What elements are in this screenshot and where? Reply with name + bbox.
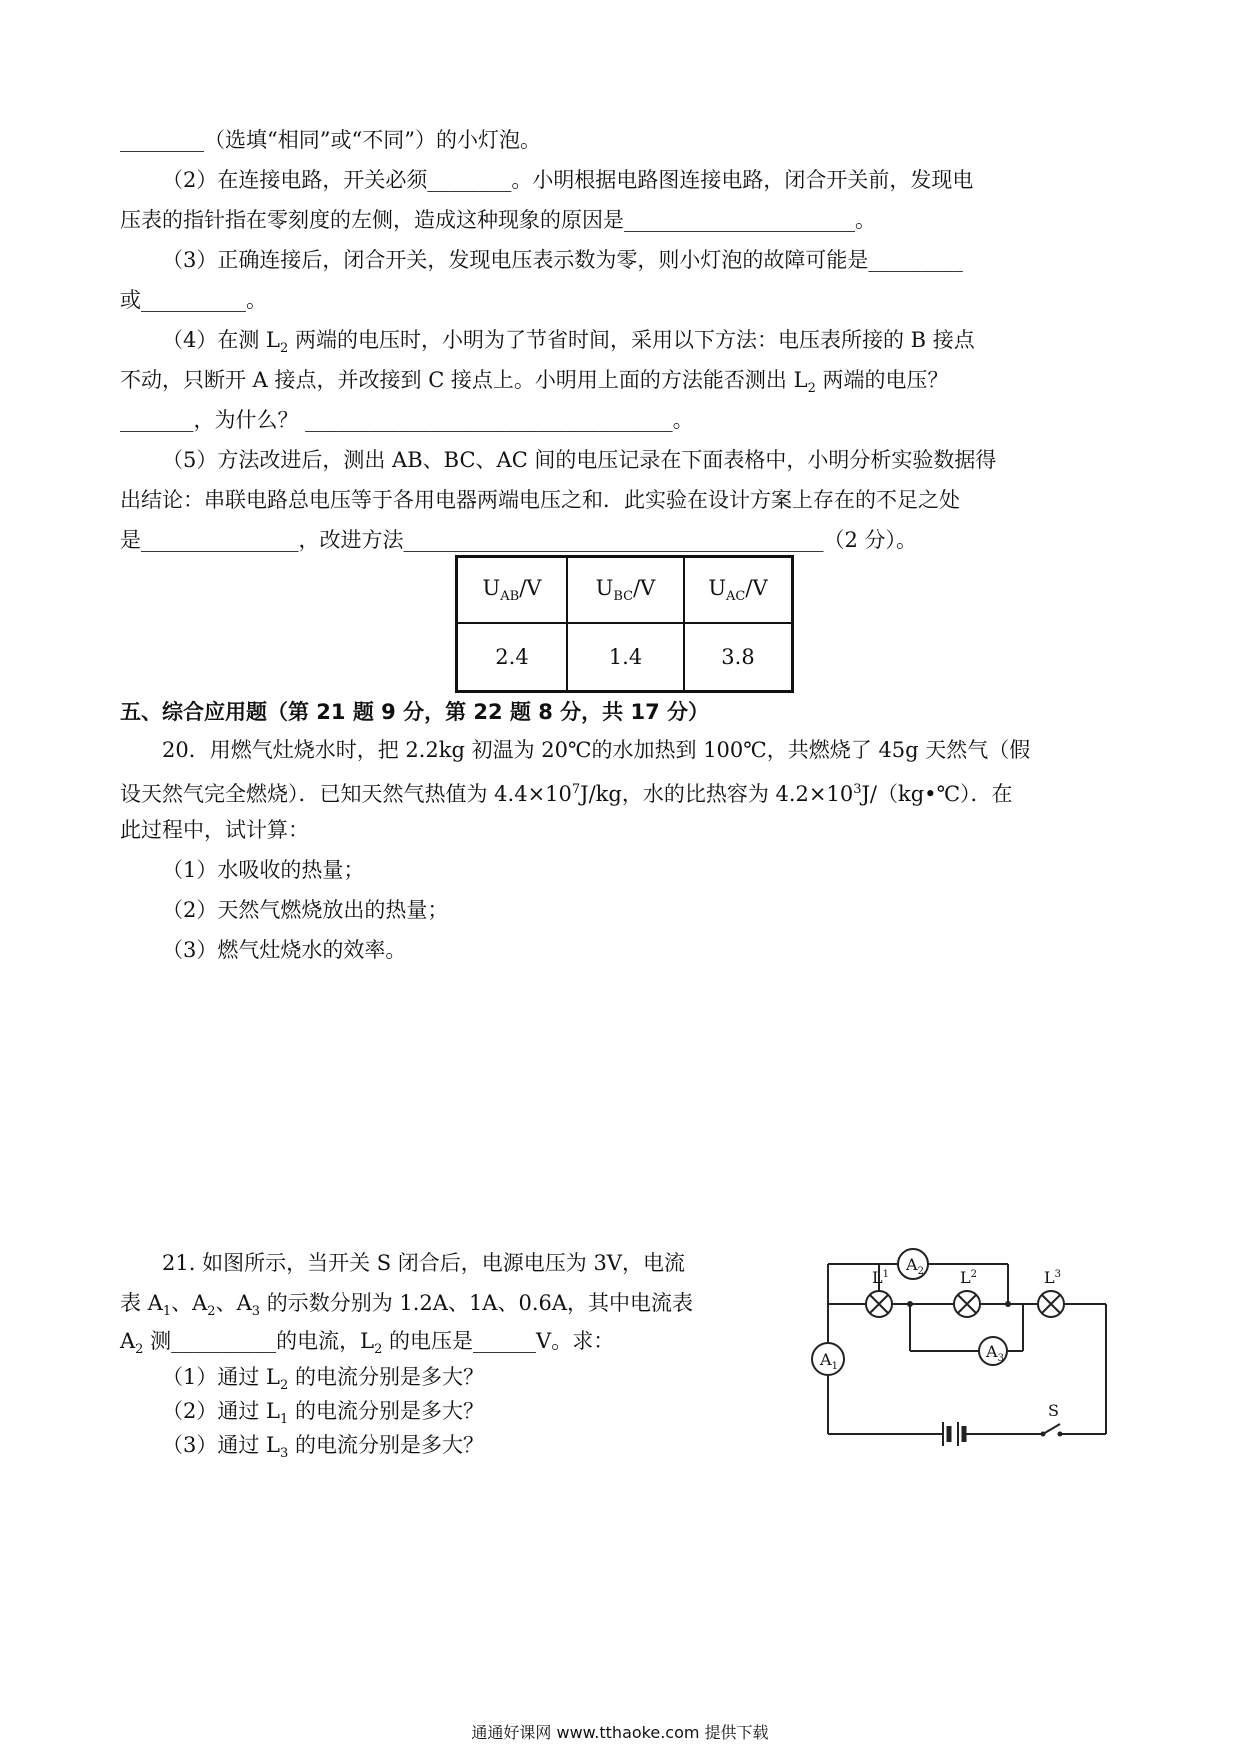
table-cell: 3.8 (684, 623, 793, 692)
voltage-table (455, 555, 794, 693)
text-line: 表 $A_1$、$A_2$、$A_3$ 的示数分别为 1.2A、1A、0.6A，其中电流表 (120, 1291, 694, 1320)
A1-label: $A_1$ (820, 1350, 838, 1372)
table-cell: 1.4 (567, 623, 684, 692)
text-segment: 两端的电压？ (815, 368, 949, 392)
text-line: _______，为什么？ ___________________________________。 (120, 408, 694, 432)
S-label: S (1048, 1401, 1059, 1420)
L1-label: $L^1$ (872, 1268, 889, 1287)
text-line: 设天然气完全燃烧）．已知天然气热值为 $4.4\times 10^7J/kg$，水的比热容为 $4.2\times 10^3J/(kg•℃)$．在 (120, 782, 1013, 806)
superscript: 3 (853, 782, 862, 797)
L2-label: $L^2$ (960, 1268, 977, 1287)
subscript: 2 (807, 381, 816, 397)
sub-question: （2）天然气燃烧放出的热量； (162, 898, 449, 922)
text-line: 20．用燃气灶烧水时，把 2.2kg 初温为 20℃的水加热到 100℃，共燃烧了 45g 天然气（假 (162, 738, 1031, 762)
text-line: $A_2$ 测__________的电流，$L_2$ 的电压是______V。求： (120, 1329, 615, 1358)
page-footer: 通通好课网 www.tthaoke.com 提供下载 (471, 1723, 769, 1742)
lamp-icon (954, 1291, 980, 1317)
table-cell: 2.4 (457, 623, 568, 692)
text-line: （2）在连接电路，开关必须________。小明根据电路图连接电路，闭合开关前，发现电 (162, 168, 974, 192)
A3-label: $A_3$ (986, 1342, 1004, 1364)
table-header-cell: $U_{AB}/V$ (457, 557, 568, 624)
superscript: 7 (571, 782, 581, 797)
text-line: （5）方法改进后，测出 AB、BC、AC 间的电压记录在下面表格中，小明分析实验数据得 (162, 448, 997, 472)
text-line: 压表的指针指在零刻度的左侧，造成这种现象的原因是______________________。 (120, 208, 876, 232)
subscript: 2 (279, 341, 289, 357)
table-header-cell: $U_{BC}/V$ (567, 557, 684, 624)
text-line (162, 325, 975, 364)
battery-icon (943, 1422, 964, 1446)
text-line: 或__________。 (120, 288, 267, 312)
lamp-icon (1038, 1291, 1064, 1317)
text-line: （3）正确连接后，闭合开关，发现电压表示数为零，则小灯泡的故障可能是_________ (162, 248, 963, 272)
sub-question: （1）水吸收的热量； (162, 858, 365, 882)
A2-label: $A_2$ (906, 1255, 924, 1277)
text-line: 出结论：串联电路总电压等于各用电器两端电压之和．此实验在设计方案上存在的不足之处 (120, 488, 960, 512)
text-segment: 不动，只断开 A 接点，并改接到 C 接点上。小明用上面的方法能否测出 L (120, 368, 808, 392)
sub-question: （1）通过 $L_2$ 的电流分别是多大？ (162, 1365, 484, 1394)
L3-label: $L^3$ (1044, 1268, 1061, 1287)
sub-question: （3）通过 $L_3$ 的电流分别是多大？ (162, 1433, 484, 1462)
text-line (120, 365, 949, 404)
section-heading: 五、综合应用题（第 21 题 9 分，第 22 题 8 分，共 17 分） (120, 700, 710, 724)
switch-icon (1041, 1432, 1046, 1437)
text-line: 21. 如图所示，当开关 S 闭合后，电源电压为 3V，电流 (162, 1251, 686, 1275)
text-line: ________（选填“相同”或“不同”）的小灯泡。 (120, 128, 541, 152)
text-segment: 两端的电压时，小明为了节省时间，采用以下方法：电压表所接的 B 接点 (288, 328, 975, 352)
text-line: 此过程中，试计算： (120, 818, 309, 842)
table-header-cell: $U_{AC}/V$ (684, 557, 793, 624)
circuit-diagram (798, 1236, 1128, 1456)
text-line: 是_______________，改进方法________________________________________（2 分）。 (120, 528, 918, 552)
text-segment: （4）在测 L (162, 328, 280, 352)
table-row (457, 623, 793, 692)
lamp-icon (866, 1291, 892, 1317)
sub-question: （2）通过 $L_1$ 的电流分别是多大？ (162, 1399, 484, 1428)
table-header-row (457, 557, 793, 624)
sub-question: （3）燃气灶烧水的效率。 (162, 938, 407, 962)
